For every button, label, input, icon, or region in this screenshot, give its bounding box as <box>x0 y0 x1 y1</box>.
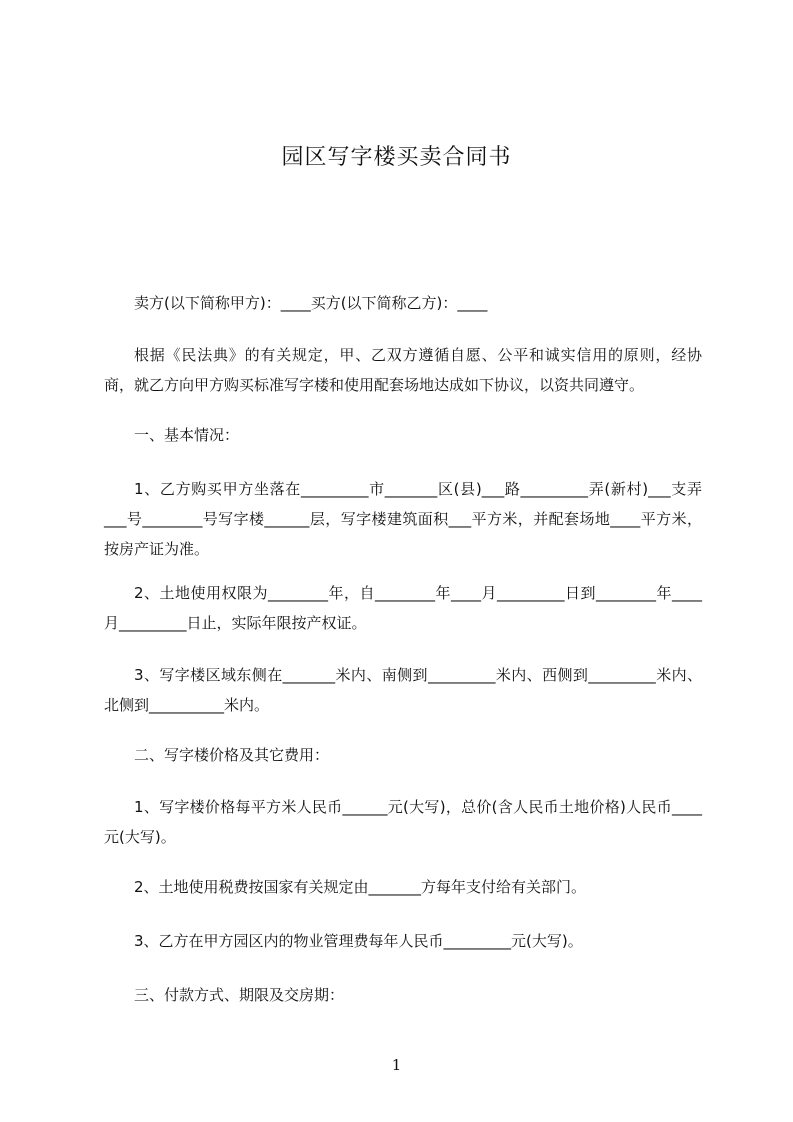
clause-1-2: 2、土地使用权限为________年，自________年____月_________日到________年____月_________日止，实际年限按产权证。 <box>104 584 702 632</box>
preamble-paragraph: 根据《民法典》的有关规定，甲、乙双方遵循自愿、公平和诚实信用的原则，经协商，就乙方向甲方购买标准写字楼和使用配套场地达成如下协议，以资共同遵守。 <box>104 346 702 394</box>
document-title: 园区写字楼买卖合同书 <box>281 145 512 170</box>
parties-line: 卖方(以下简称甲方)：____买方(以下简称乙方)：____ <box>134 294 488 312</box>
section-heading-payment: 三、付款方式、期限及交房期： <box>134 986 345 1004</box>
clause-2-3: 3、乙方在甲方园区内的物业管理费每年人民币_________元(大写)。 <box>134 932 583 950</box>
page-number: 1 <box>391 1056 402 1074</box>
section-heading-basic-info: 一、基本情况： <box>134 426 240 444</box>
section-heading-price: 二、写字楼价格及其它费用： <box>134 746 330 764</box>
clause-1-1: 1、乙方购买甲方坐落在_________市_______区(县)___路_________弄(新村)___支弄___号________号写字楼______层，写字楼建筑面积___平方米，并配套场地____平方米，按房产证为准。 <box>104 480 702 558</box>
clause-2-1: 1、写字楼价格每平方米人民币______元(大写)，总价(含人民币土地价格)人民币____元(大写)。 <box>104 798 702 846</box>
clause-1-3: 3、写字楼区域东侧在_______米内、南侧到_________米内、西侧到_________米内、北侧到__________米内。 <box>104 666 702 714</box>
clause-2-2: 2、土地使用税费按国家有关规定由_______方每年支付给有关部门。 <box>134 878 587 896</box>
